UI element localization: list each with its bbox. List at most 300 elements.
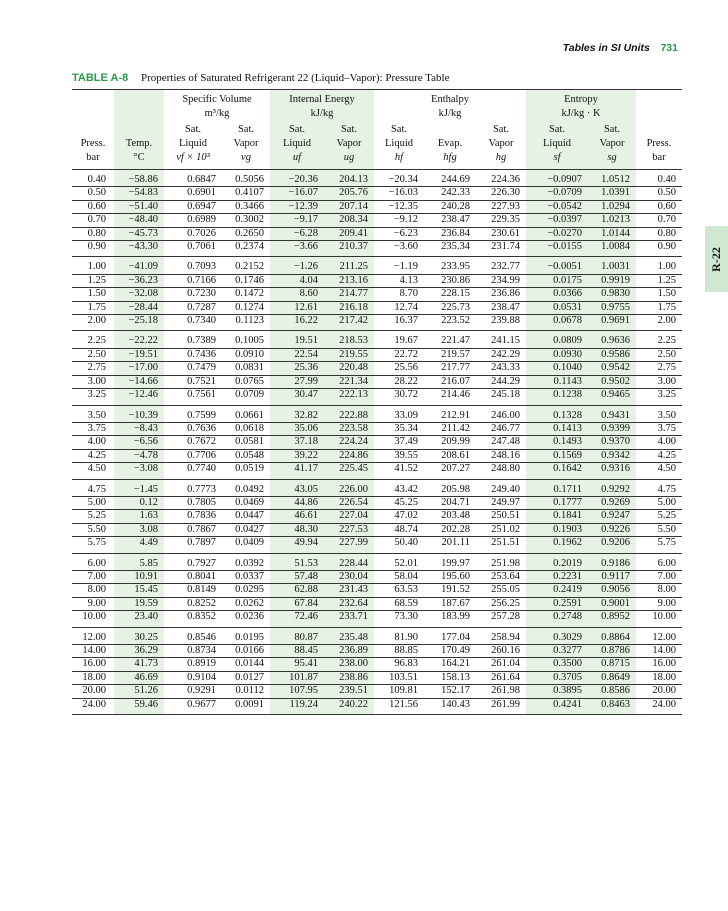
table-row [72,553,682,570]
table-cell: 242.33 [424,187,476,200]
table-cell: 251.02 [476,523,526,536]
column-header-line: Press. [646,138,672,149]
table-cell: 0.9104 [164,671,222,684]
table-cell: 0.8149 [164,584,222,597]
table-cell: 0.1746 [222,274,270,287]
column-header-line: Press. [80,138,106,149]
table-cell: 1.75 [72,301,114,314]
table-cell: 0.9755 [588,301,636,314]
table-cell: 1.63 [114,510,164,523]
table-cell: 63.53 [374,584,424,597]
column-header-row [72,121,682,170]
table-cell: 0.0127 [222,671,270,684]
table-cell: 0.1903 [526,523,588,536]
column-header-line: Temp. [125,138,153,149]
table-cell: 0.90 [636,241,682,257]
table-cell: 0.0447 [222,510,270,523]
table-cell: −16.07 [270,187,324,200]
table-cell: 0.9542 [588,362,636,375]
table-cell: 247.48 [476,436,526,449]
table-cell: 7.00 [72,570,114,583]
table-cell: 0.6847 [164,170,222,187]
table-cell: −0.0542 [526,200,588,213]
table-cell: 0.6989 [164,214,222,227]
table-cell: 260.16 [476,645,526,658]
row-group [72,405,682,479]
column-header [222,121,270,170]
table-cell: 4.25 [636,449,682,462]
table-row [72,496,682,509]
table-cell: −20.34 [374,170,424,187]
table-cell: 250.51 [476,510,526,523]
table-cell: 227.04 [324,510,374,523]
column-header-line [424,123,476,137]
table-cell: 41.17 [270,463,324,479]
table-cell: −41.09 [114,257,164,274]
table-cell: 95.41 [270,658,324,671]
table-cell: 109.81 [374,685,424,698]
table-cell: 0.7479 [164,362,222,375]
table-cell: 4.50 [636,463,682,479]
table-cell: 0.1238 [526,389,588,405]
table-cell: 45.25 [374,496,424,509]
table-cell: 0.1642 [526,463,588,479]
table-cell: 1.0294 [588,200,636,213]
table-cell: 0.9316 [588,463,636,479]
table-cell: 0.3895 [526,685,588,698]
table-cell: 1.00 [72,257,114,274]
row-group [72,553,682,627]
table-cell: 2.25 [636,331,682,348]
column-header-line [72,123,114,137]
table-row [72,375,682,388]
running-head-title: Tables in SI Units [562,42,650,54]
table-cell: 230.61 [476,227,526,240]
table-cell: 214.77 [324,288,374,301]
column-header-line: Liquid [283,138,311,149]
table-cell: 236.84 [424,227,476,240]
table-cell: 0.0678 [526,315,588,331]
table-cell: −4.78 [114,449,164,462]
table-cell: 22.72 [374,348,424,361]
table-cell: 0.8649 [588,671,636,684]
table-cell: 0.1777 [526,496,588,509]
internal-energy-header [270,90,374,122]
table-cell: 222.88 [324,405,374,422]
table-cell: 204.71 [424,496,476,509]
table-cell: 5.75 [72,537,114,553]
table-cell: 0.90 [72,241,114,257]
table-cell: 0.9291 [164,685,222,698]
column-header-line: uf [292,152,302,163]
column-header [72,121,114,170]
table-cell: 244.29 [476,375,526,388]
table-cell: 0.7521 [164,375,222,388]
table-cell: 238.47 [424,214,476,227]
table-cell: 0.1413 [526,422,588,435]
table-cell: 2.75 [72,362,114,375]
table-cell: −32.08 [114,288,164,301]
table-cell: 18.00 [72,671,114,684]
table-cell: 5.75 [636,537,682,553]
internal-energy-label: Internal Energy [289,94,355,105]
table-cell: 0.0195 [222,627,270,644]
table-cell: 5.85 [114,553,164,570]
running-head [563,42,678,54]
column-header-line: Sat. [340,124,358,135]
table-cell: 4.49 [114,537,164,553]
table-cell: 81.90 [374,627,424,644]
table-cell: 30.47 [270,389,324,405]
table-cell: 3.00 [636,375,682,388]
table-cell: 217.42 [324,315,374,331]
table-cell: 0.0531 [526,301,588,314]
table-cell: 0.0144 [222,658,270,671]
table-cell: 0.0581 [222,436,270,449]
column-header-line: Sat. [548,124,566,135]
table-cell: 0.0930 [526,348,588,361]
table-cell: 209.99 [424,436,476,449]
table-cell: 3.25 [636,389,682,405]
table-cell: −0.0907 [526,170,588,187]
table-cell: 0.0392 [222,553,270,570]
table-cell: 4.00 [636,436,682,449]
table-cell: −3.66 [270,241,324,257]
table-row [72,510,682,523]
table-cell: 243.33 [476,362,526,375]
table-cell: 183.99 [424,611,476,627]
column-header-line: vf × 10³ [176,152,210,163]
column-header-line: vg [241,152,251,163]
table-cell: 164.21 [424,658,476,671]
table-cell: 3.25 [72,389,114,405]
table-cell: 242.29 [476,348,526,361]
table-row [72,315,682,331]
table-cell: 1.0213 [588,214,636,227]
table-cell: −12.46 [114,389,164,405]
table-row [72,463,682,479]
table-row [72,658,682,671]
table-row [72,645,682,658]
table-cell: 224.86 [324,449,374,462]
table-cell: 0.0175 [526,274,588,287]
table-cell: 107.95 [270,685,324,698]
table-cell: 10.00 [636,611,682,627]
table-cell: 248.16 [476,449,526,462]
page-number: 731 [660,42,678,54]
table-cell: 0.8586 [588,685,636,698]
table-cell: −12.35 [374,200,424,213]
table-cell: 0.9431 [588,405,636,422]
table-cell: 0.7805 [164,496,222,509]
column-header-line [636,123,682,137]
table-cell: 1.0391 [588,187,636,200]
table-cell: 0.0661 [222,405,270,422]
table-cell: 0.1711 [526,479,588,496]
table-cell: 0.1005 [222,331,270,348]
column-header-line: bar [86,152,100,163]
table-cell: 0.9830 [588,288,636,301]
table-cell: 203.48 [424,510,476,523]
table-row [72,348,682,361]
table-cell: 207.14 [324,200,374,213]
entropy-label: Entropy [564,94,598,105]
table-cell: 22.54 [270,348,324,361]
table-row [72,671,682,684]
table-cell: 0.40 [636,170,682,187]
table-cell: 0.7230 [164,288,222,301]
table-cell: 251.51 [476,537,526,553]
table-cell: 225.73 [424,301,476,314]
table-cell: 0.7340 [164,315,222,331]
table-cell: 257.28 [476,611,526,627]
column-header-line: hg [495,152,507,163]
table-cell: 212.91 [424,405,476,422]
table-cell: 261.64 [476,671,526,684]
blank-header [636,90,682,122]
table-cell: 219.57 [424,348,476,361]
table-cell: 27.99 [270,375,324,388]
table-cell: −0.0155 [526,241,588,257]
table-cell: 0.1123 [222,315,270,331]
table-cell: 246.00 [476,405,526,422]
table-cell: 10.00 [72,611,114,627]
specific-volume-header [164,90,270,122]
table-cell: 0.9206 [588,537,636,553]
table-cell: 0.2419 [526,584,588,597]
table-cell: −1.19 [374,257,424,274]
table-cell: 30.72 [374,389,424,405]
table-cell: 3.50 [72,405,114,422]
table-cell: 0.7773 [164,479,222,496]
table-cell: 36.29 [114,645,164,658]
table-cell: 227.53 [324,523,374,536]
table-cell: 0.8463 [588,698,636,714]
table-cell: 0.0765 [222,375,270,388]
column-header-line: sf [553,152,561,163]
table-cell: 5.50 [636,523,682,536]
table-cell: −14.66 [114,375,164,388]
table-cell: 158.13 [424,671,476,684]
column-header-line: Evap. [437,138,463,149]
table-cell: 0.9399 [588,422,636,435]
table-cell: −6.28 [270,227,324,240]
table-cell: 0.9502 [588,375,636,388]
table-cell: 236.89 [324,645,374,658]
table-cell: 8.70 [374,288,424,301]
column-header-line: Vapor [488,138,514,149]
table-cell: 0.9056 [588,584,636,597]
table-cell: 228.44 [324,553,374,570]
table-cell: 0.7287 [164,301,222,314]
table-cell: 3.75 [636,422,682,435]
table-cell: 48.74 [374,523,424,536]
table-cell: 4.75 [72,479,114,496]
table-row [72,523,682,536]
table-cell: 0.4241 [526,698,588,714]
table-cell: 12.61 [270,301,324,314]
table-head [72,90,682,170]
table-cell: 210.37 [324,241,374,257]
specific-volume-units: m³/kg [204,108,230,119]
table-cell: 80.87 [270,627,324,644]
table-cell: 261.04 [476,658,526,671]
table-cell: 51.26 [114,685,164,698]
table-cell: 0.7599 [164,405,222,422]
table-cell: 46.61 [270,510,324,523]
table-cell: 0.7927 [164,553,222,570]
table-cell: 0.1493 [526,436,588,449]
table-cell: 0.80 [72,227,114,240]
table-cell: −17.00 [114,362,164,375]
row-group [72,257,682,331]
table-cell: 0.7706 [164,449,222,462]
table-cell: 5.50 [72,523,114,536]
column-header [526,121,588,170]
table-cell: 37.18 [270,436,324,449]
table-cell: 2.75 [636,362,682,375]
table-cell: 0.12 [114,496,164,509]
table-cell: 15.45 [114,584,164,597]
column-header [324,121,374,170]
table-cell: 0.0236 [222,611,270,627]
table-cell: 0.9691 [588,315,636,331]
table-cell: 68.59 [374,597,424,610]
table-cell: −51.40 [114,200,164,213]
table-cell: 0.4107 [222,187,270,200]
table-cell: 223.58 [324,422,374,435]
table-cell: 0.9269 [588,496,636,509]
table-cell: 1.25 [636,274,682,287]
table-cell: 220.48 [324,362,374,375]
table-cell: 0.0709 [222,389,270,405]
table-cell: 5.00 [636,496,682,509]
table-cell: 43.05 [270,479,324,496]
table-cell: 209.41 [324,227,374,240]
table-row [72,227,682,240]
table-cell: 5.00 [72,496,114,509]
table-row [72,698,682,714]
table-cell: −9.12 [374,214,424,227]
table-row [72,362,682,375]
table-cell: 0.0519 [222,463,270,479]
table-cell: 4.00 [72,436,114,449]
table-cell: 0.3277 [526,645,588,658]
table-cell: 208.61 [424,449,476,462]
table-cell: 236.86 [476,288,526,301]
table-cell: 58.04 [374,570,424,583]
table-cell: −0.0270 [526,227,588,240]
table-row [72,389,682,405]
table-cell: 19.59 [114,597,164,610]
column-header-line: bar [652,152,666,163]
table-cell: 0.1143 [526,375,588,388]
table-cell: 201.11 [424,537,476,553]
table-cell: 0.3002 [222,214,270,227]
table-cell: −0.0709 [526,187,588,200]
table-cell: 39.55 [374,449,424,462]
table-row [72,479,682,496]
table-cell: 3.00 [72,375,114,388]
table-cell: −6.23 [374,227,424,240]
table-cell: 0.2591 [526,597,588,610]
table-cell: 0.7836 [164,510,222,523]
table-cell: 16.00 [72,658,114,671]
row-group [72,627,682,714]
column-header-line: Sat. [237,124,255,135]
column-header-line: Vapor [336,138,362,149]
table-cell: 0.0295 [222,584,270,597]
table-cell: 0.8919 [164,658,222,671]
enthalpy-label: Enthalpy [431,94,469,105]
table-cell: 0.7026 [164,227,222,240]
table-row [72,570,682,583]
table-cell: 4.04 [270,274,324,287]
table-cell: 224.24 [324,436,374,449]
table-row [72,597,682,610]
table-cell: 0.0337 [222,570,270,583]
table-cell: 0.8041 [164,570,222,583]
table-cell: 239.51 [324,685,374,698]
table-cell: 0.0492 [222,479,270,496]
table-cell: 119.24 [270,698,324,714]
table-cell: 24.00 [72,698,114,714]
blank-header [114,90,164,122]
column-header [424,121,476,170]
table-cell: 1.00 [636,257,682,274]
table-cell: 187.67 [424,597,476,610]
table-cell: 48.30 [270,523,324,536]
table-cell: 222.13 [324,389,374,405]
column-header-line: Liquid [179,138,207,149]
table-cell: 231.43 [324,584,374,597]
column-header [636,121,682,170]
table-cell: −25.18 [114,315,164,331]
internal-energy-units: kJ/kg [310,108,334,119]
table-cell: 0.7740 [164,463,222,479]
table-cell: 16.37 [374,315,424,331]
table-cell: 205.98 [424,479,476,496]
table-cell: 12.74 [374,301,424,314]
table-cell: 238.00 [324,658,374,671]
table-cell: 0.3500 [526,658,588,671]
table-cell: 4.75 [636,479,682,496]
table-cell: 121.56 [374,698,424,714]
table-cell: 0.8352 [164,611,222,627]
table-cell: 103.51 [374,671,424,684]
table-cell: 101.87 [270,671,324,684]
table-cell: 4.13 [374,274,424,287]
table-cell: 0.8786 [588,645,636,658]
table-cell: 241.15 [476,331,526,348]
table-cell: −3.60 [374,241,424,257]
table-cell: 47.02 [374,510,424,523]
table-cell: 0.7867 [164,523,222,536]
table-cell: 216.07 [424,375,476,388]
table-cell: 23.40 [114,611,164,627]
table-cell: 30.25 [114,627,164,644]
specific-volume-label: Specific Volume [182,94,252,105]
table-cell: 0.0618 [222,422,270,435]
table-row [72,584,682,597]
table-cell: 234.99 [476,274,526,287]
table-row [72,241,682,257]
table-cell: 0.3029 [526,627,588,644]
table-cell: 2.25 [72,331,114,348]
table-cell: 1.0144 [588,227,636,240]
table-cell: 35.34 [374,422,424,435]
table-cell: 4.50 [72,463,114,479]
